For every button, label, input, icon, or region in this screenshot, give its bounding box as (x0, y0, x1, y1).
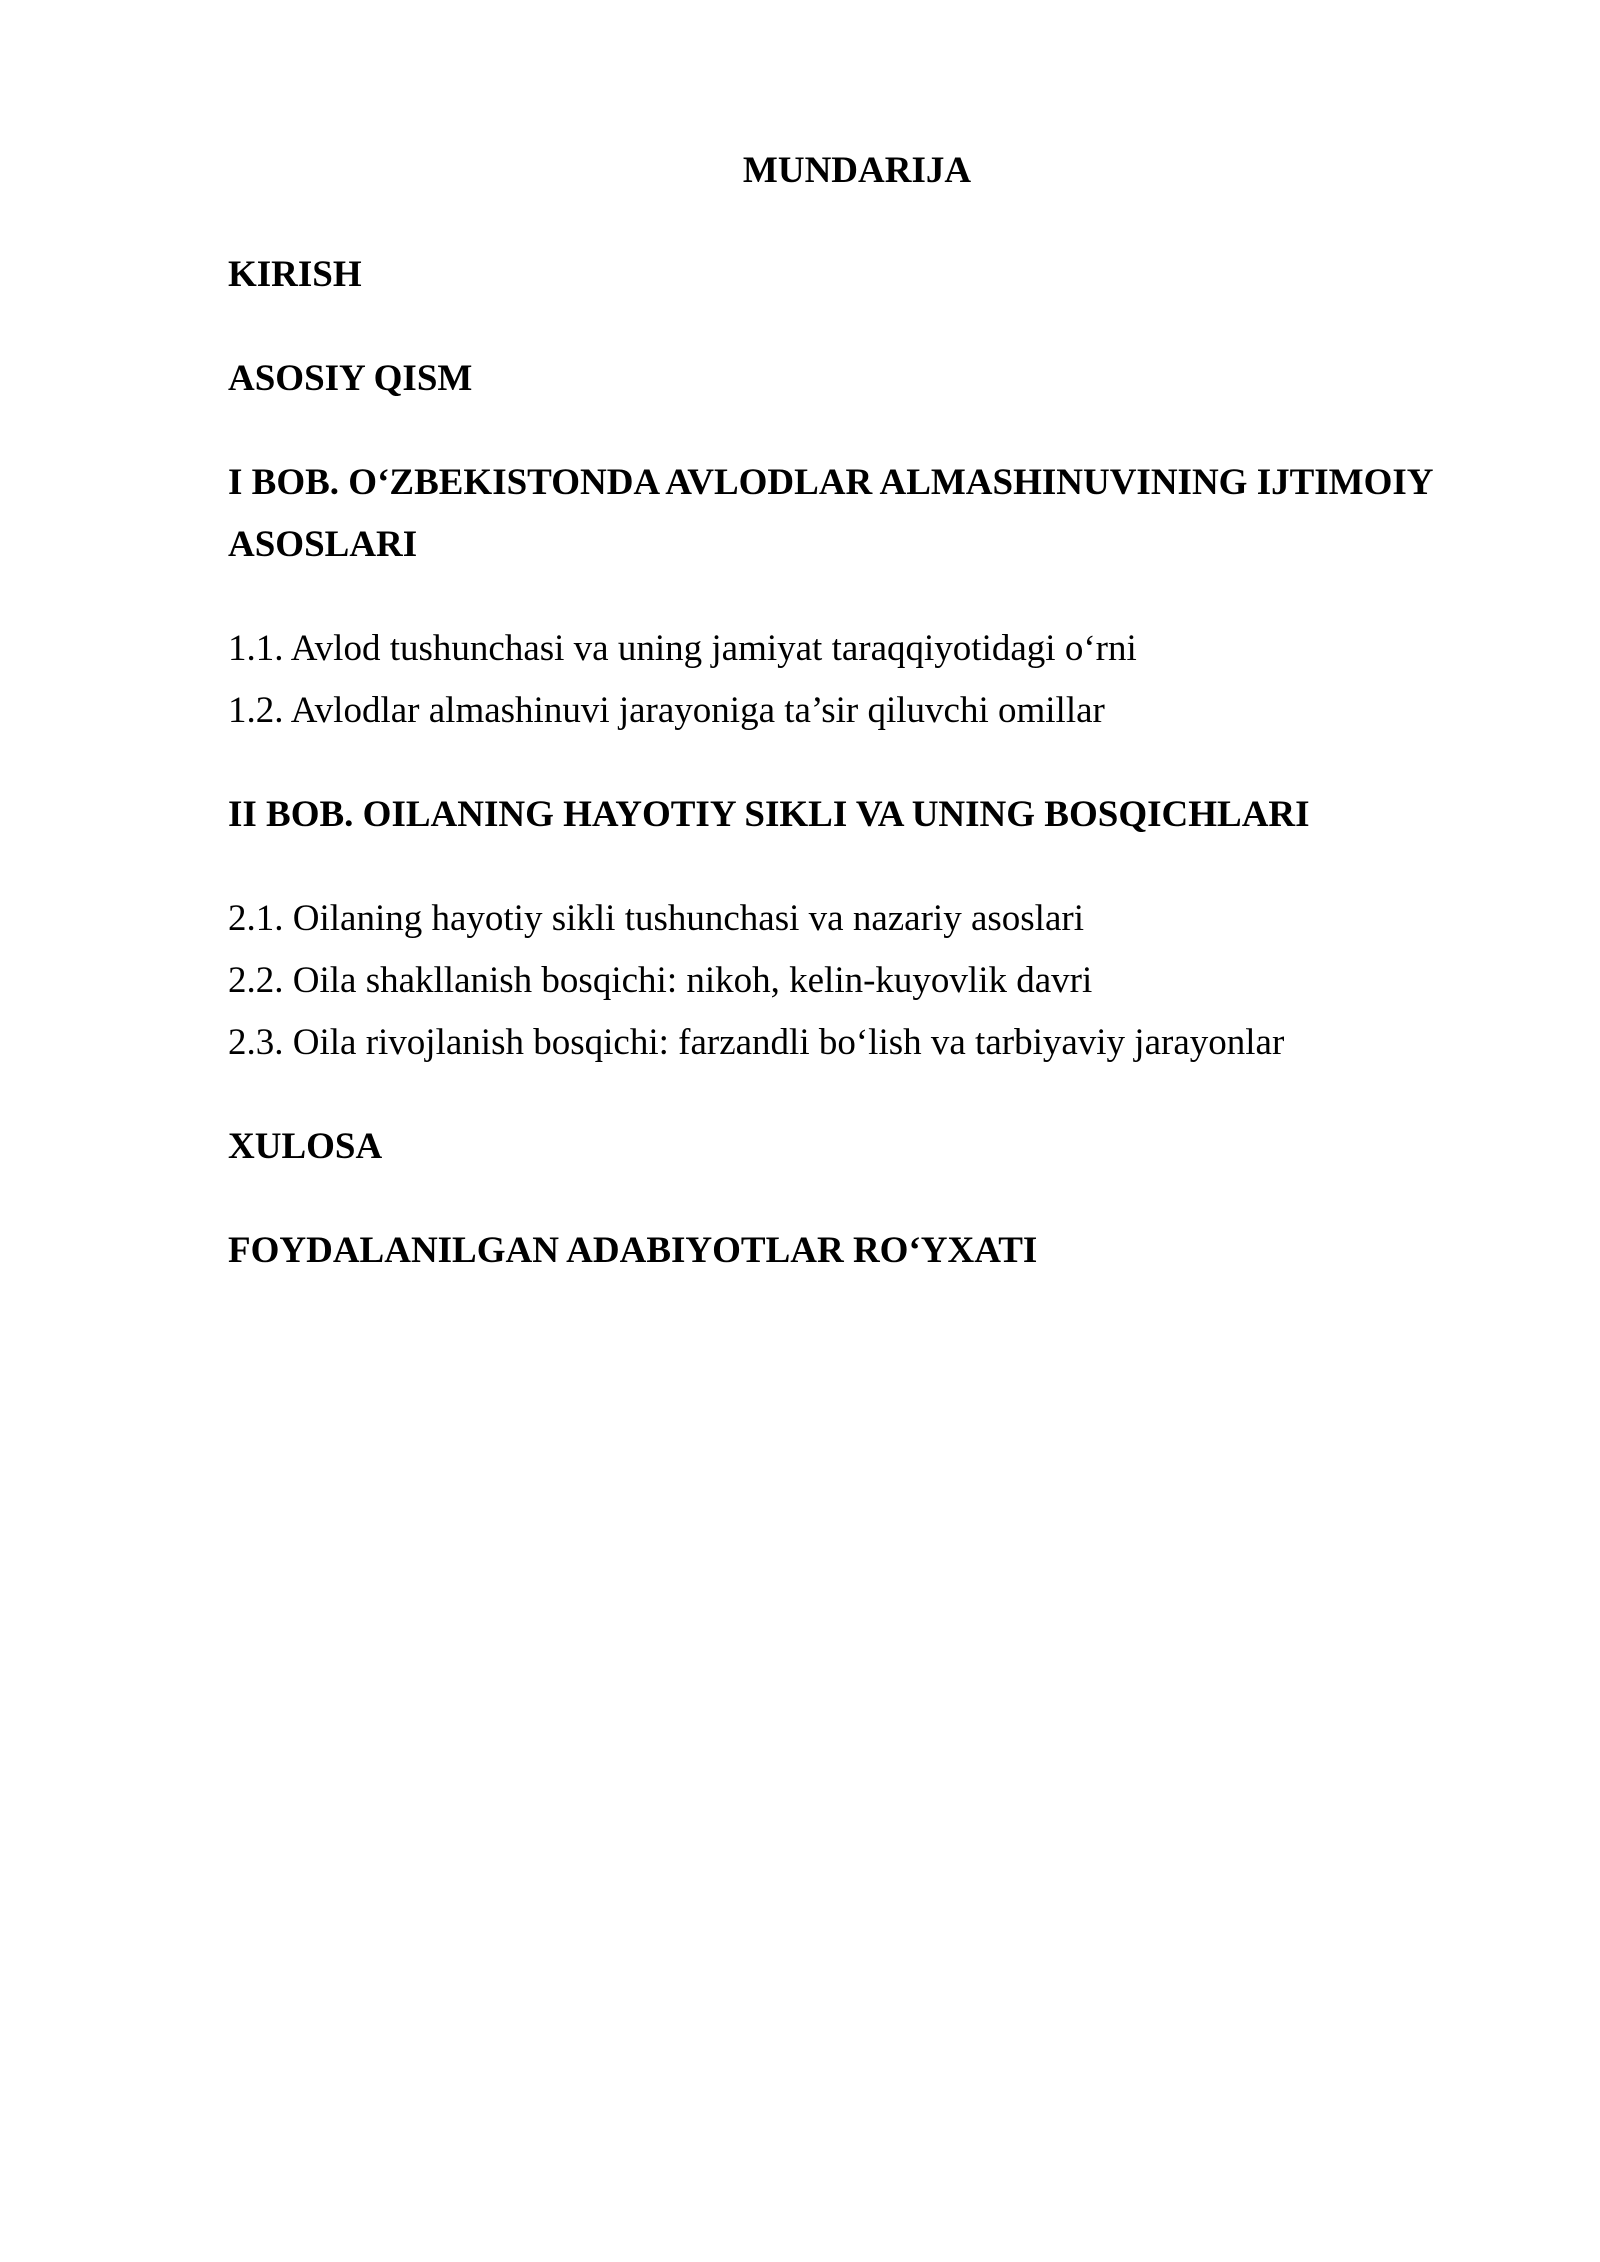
toc-entry-adabiyotlar: FOYDALANILGAN ADABIYOTLAR RO‘YXATI (228, 1230, 1038, 1271)
toc-entry-item-2-2: 2.2. Oila shakllanish bosqichi: nikoh, kelin-kuyovlik davri (228, 960, 1093, 1001)
toc-entry-item-2-1: 2.1. Oilaning hayotiy sikli tushunchasi va nazariy asoslari (228, 898, 1084, 939)
toc-entry-chapter1-heading: I BOB. O‘ZBEKISTONDA AVLODLAR ALMASHINUVINING IJTIMOIY ASOSLARI (228, 462, 1434, 565)
toc-entry-asosiy-qism: ASOSIY QISM (228, 358, 473, 399)
toc-entry-item-1-2: 1.2. Avlodlar almashinuvi jarayoniga ta’sir qiluvchi omillar (228, 690, 1105, 731)
toc-chapter1-items (228, 618, 1486, 742)
toc-entry-kirish: KIRISH (228, 254, 362, 295)
toc-entry-item-1-1: 1.1. Avlod tushunchasi va uning jamiyat taraqqiyotidagi o‘rni (228, 628, 1137, 669)
toc-entry-xulosa: XULOSA (228, 1126, 383, 1167)
toc-chapter2-items (228, 888, 1486, 1074)
toc-entry-chapter2-heading: II BOB. OILANING HAYOTIY SIKLI VA UNING BOSQICHLARI (228, 794, 1310, 835)
page-title: MUNDARIJA (742, 150, 972, 191)
toc-entry-item-2-3: 2.3. Oila rivojlanish bosqichi: farzandli bo‘lish va tarbiyaviy jarayonlar (228, 1022, 1285, 1063)
